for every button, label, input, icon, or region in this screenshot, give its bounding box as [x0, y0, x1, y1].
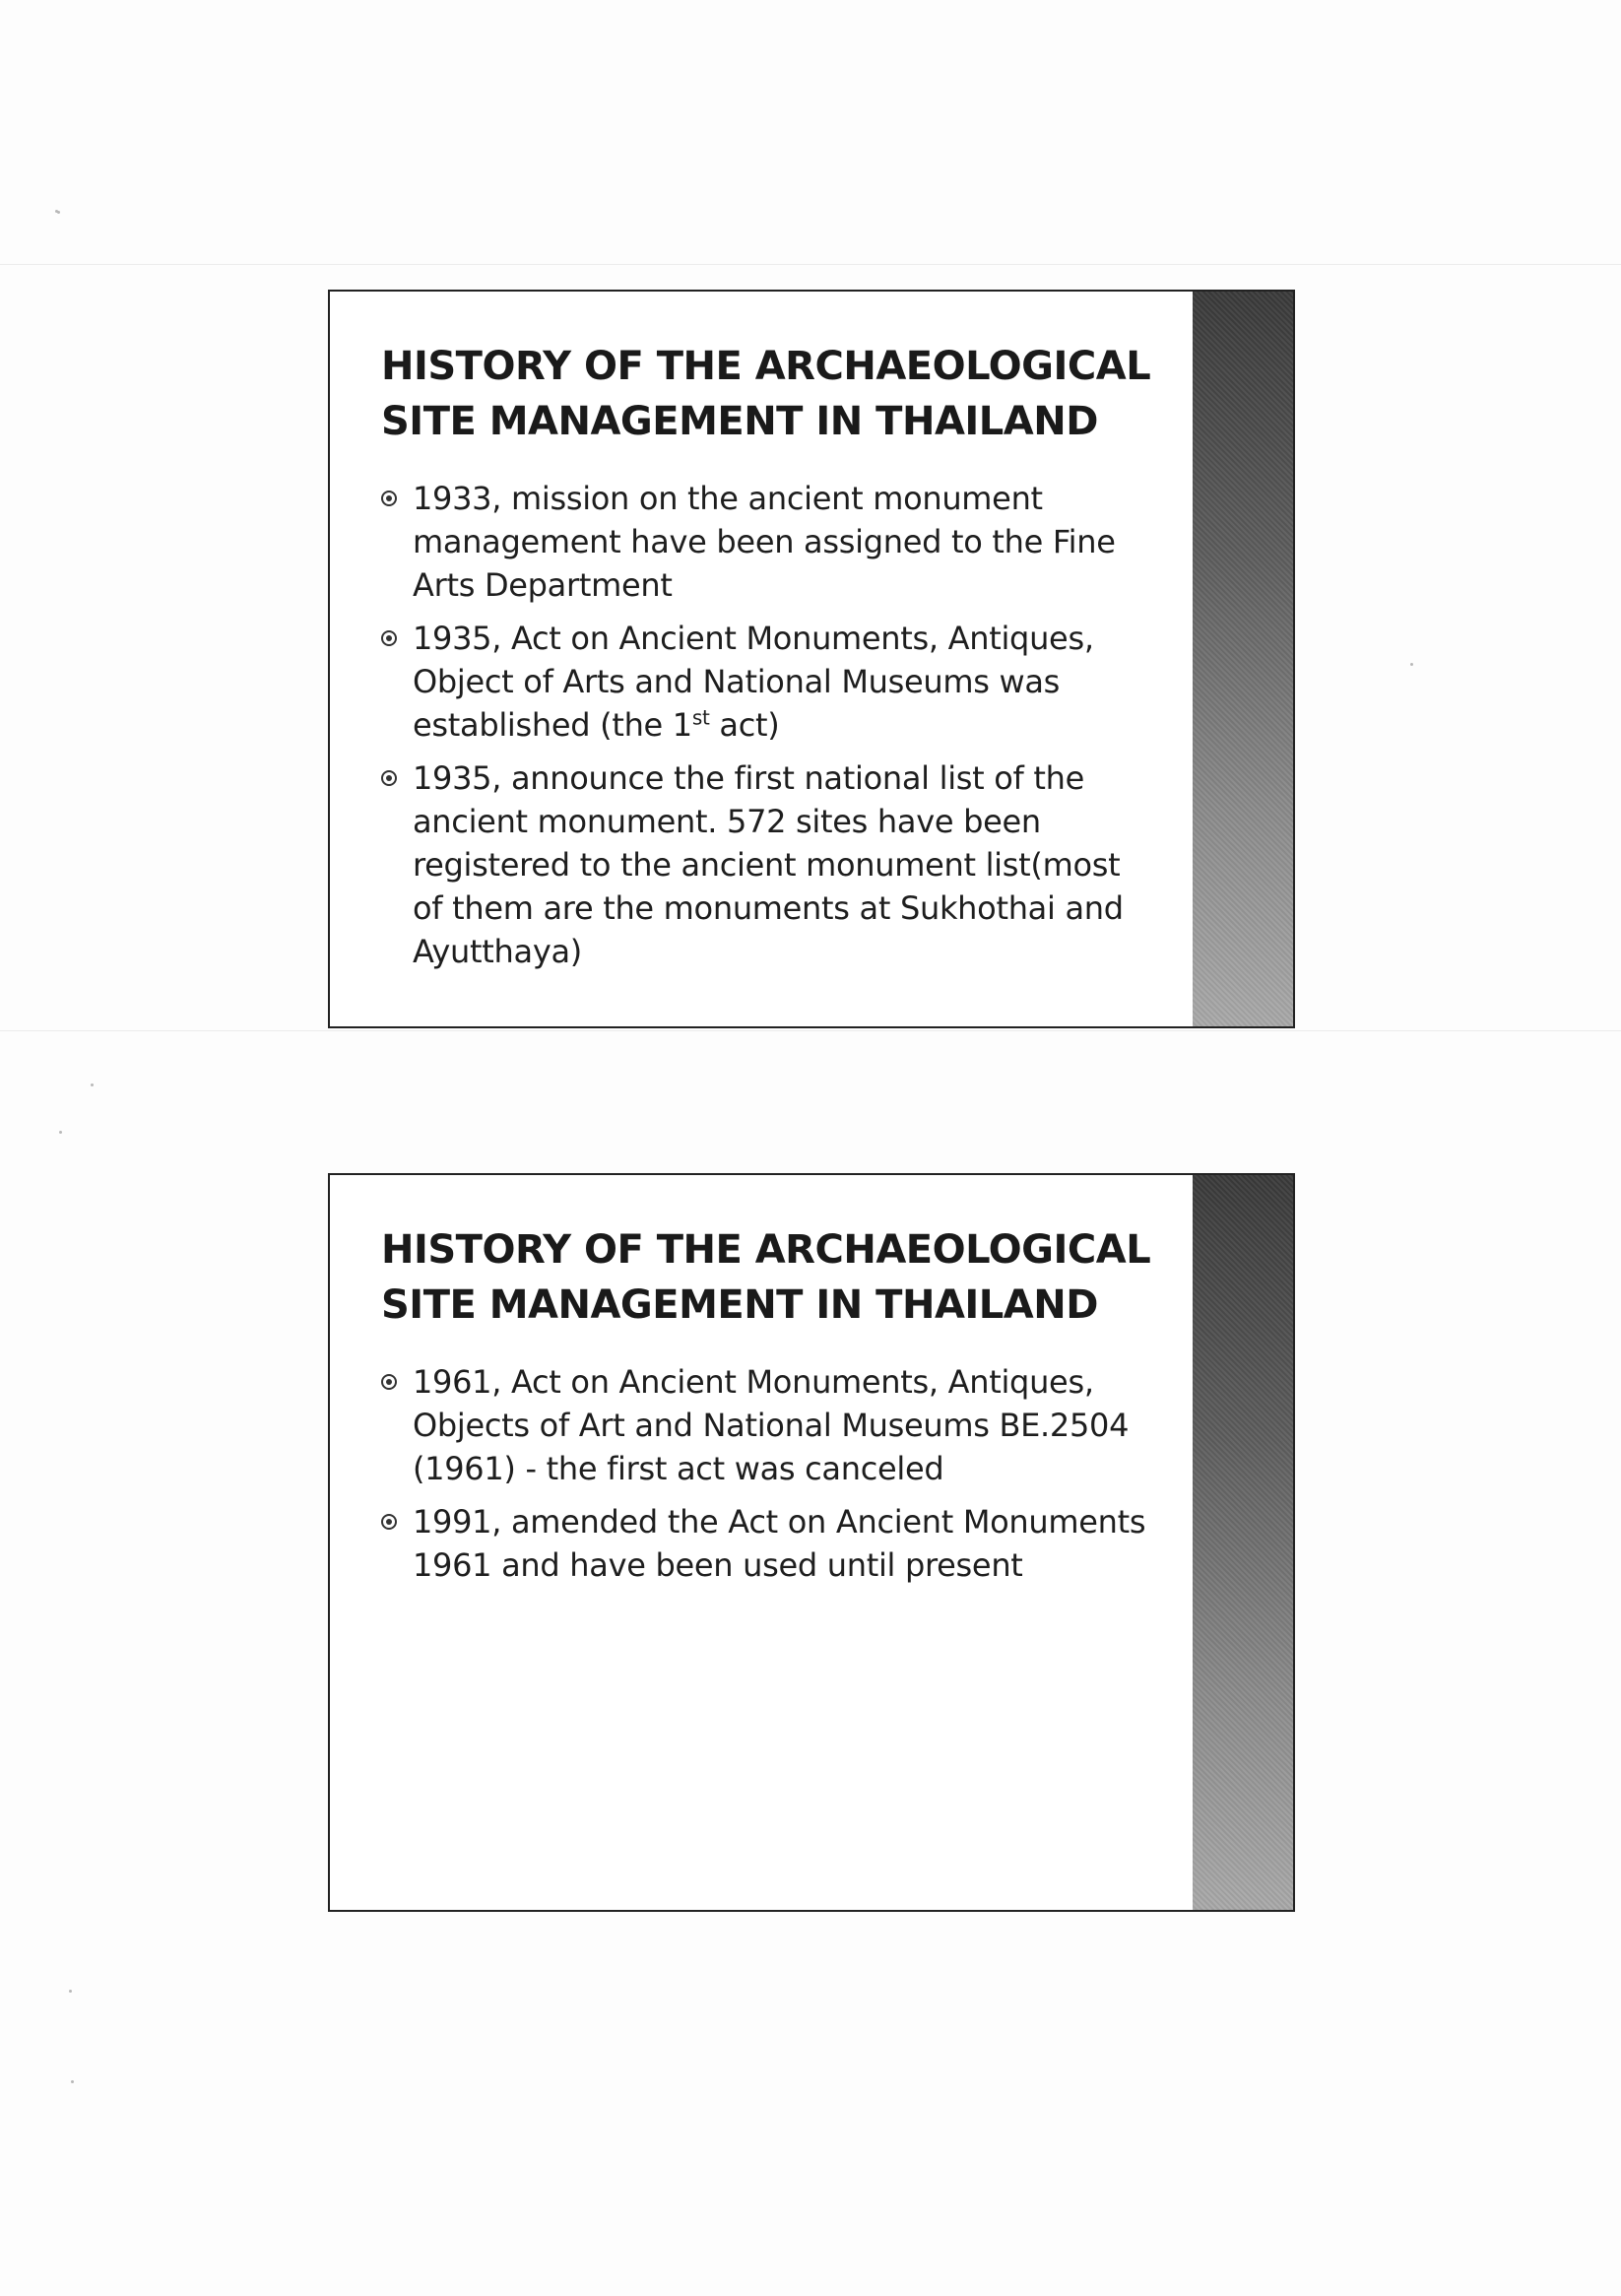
scan-fold-line [0, 264, 1621, 265]
bullet-text: 1935, Act on Ancient Monuments, Antiques, Object of Arts and National Museums was established (the 1 [413, 620, 1094, 744]
circle-bullet-icon [381, 630, 397, 646]
bullet-item [381, 756, 1159, 973]
slide-content [381, 339, 1159, 983]
bullet-text: act) [709, 706, 780, 744]
slide-title-line: SITE MANAGEMENT IN THAILAND [381, 399, 1098, 444]
slide-title [381, 339, 1159, 449]
scan-speck [1410, 663, 1413, 666]
bullet-list [381, 1360, 1159, 1587]
circle-bullet-icon [381, 1374, 397, 1390]
scan-speck [91, 1083, 94, 1086]
bullet-item [381, 1360, 1159, 1490]
circle-bullet-icon [381, 770, 397, 786]
bullet-text: 1961, Act on Ancient Monuments, Antiques, Objects of Art and National Museums BE.2504 (1961) - the first act was canceled [413, 1363, 1130, 1487]
circle-bullet-icon [381, 491, 397, 506]
slide-title-line: SITE MANAGEMENT IN THAILAND [381, 1282, 1098, 1328]
bullet-text: 1991, amended the Act on Ancient Monuments 1961 and have been used until present [413, 1503, 1146, 1584]
scan-speck [55, 210, 58, 213]
slide-side-band [1193, 292, 1293, 1026]
circle-bullet-icon [381, 1514, 397, 1530]
scan-speck [71, 2080, 74, 2083]
scan-speck [69, 1990, 72, 1993]
slide-1 [328, 290, 1295, 1028]
slide-title-line: HISTORY OF THE ARCHAEOLOGICAL [381, 1227, 1151, 1273]
scan-speck [59, 1131, 62, 1134]
slide-title [381, 1222, 1159, 1333]
bullet-text: 1933, mission on the ancient monument management have been assigned to the Fine Arts Department [413, 480, 1116, 604]
bullet-text: 1935, announce the first national list of the ancient monument. 572 sites have been registered to the ancient monument list(most of them are the monuments at Sukhothai and Ayutthaya) [413, 759, 1124, 970]
bullet-item [381, 1500, 1159, 1587]
slide-content [381, 1222, 1159, 1597]
scan-fold-line [0, 1030, 1621, 1031]
bullet-list [381, 477, 1159, 973]
slide-title-line: HISTORY OF THE ARCHAEOLOGICAL [381, 344, 1151, 389]
slide-2 [328, 1173, 1295, 1912]
bullet-superscript: st [691, 705, 710, 730]
bullet-item [381, 477, 1159, 607]
bullet-item [381, 617, 1159, 747]
slide-side-band [1193, 1175, 1293, 1910]
